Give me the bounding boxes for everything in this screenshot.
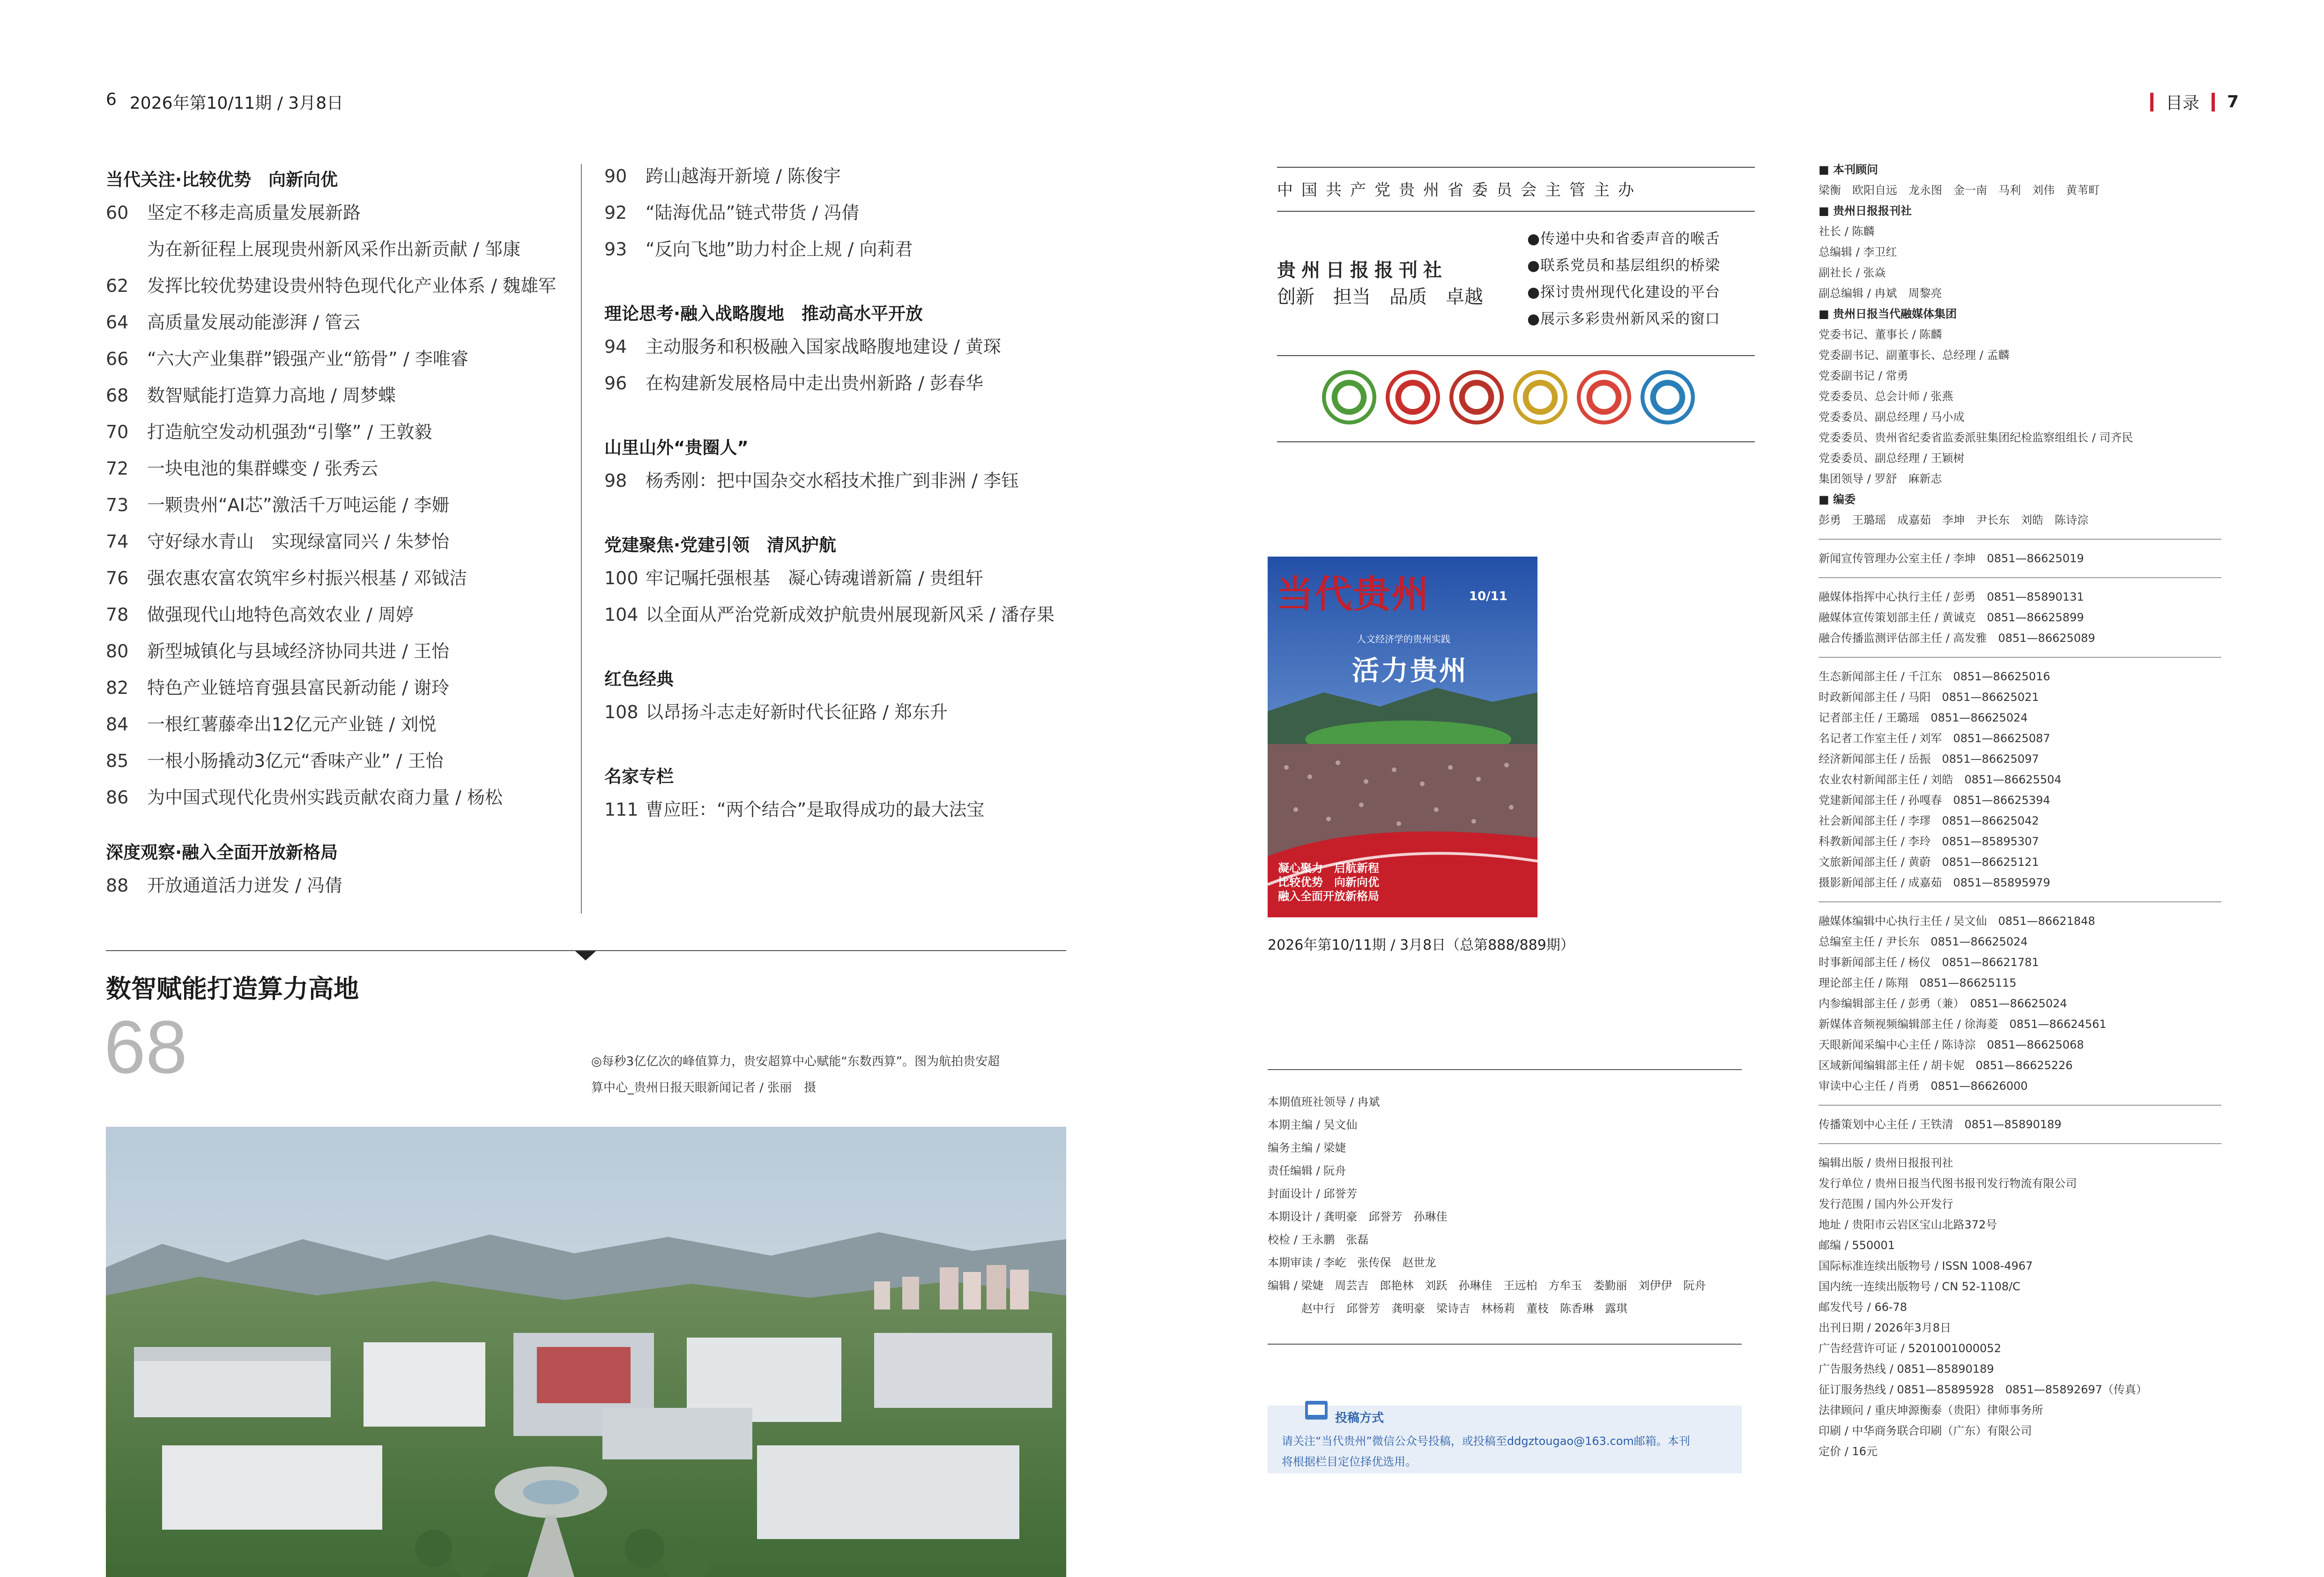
toc-entry-title: 特色产业链培育强县富民新动能 / 谢玲 <box>147 677 449 698</box>
toc-entry-title: “六大产业集群”锻强产业“筋骨” / 李唯睿 <box>147 349 468 369</box>
staff-entry: 生态新闻部主任 / 千江东 0851—86625016 <box>1819 670 2050 683</box>
staff-entry: 融合传播监测评估部主任 / 高发雅 0851—86625089 <box>1819 632 2095 645</box>
staff-entry: 邮编 / 550001 <box>1819 1239 1895 1252</box>
staff-entry: 法律顾问 / 重庆坤源衡泰（贵阳）律师事务所 <box>1819 1404 2043 1417</box>
staff-entry: 名记者工作室主任 / 刘军 0851—86625087 <box>1819 732 2050 745</box>
credit-line: 封面设计 / 邱誉芳 <box>1268 1187 1358 1200</box>
staff-entry: 国际标准连续出版物号 / ISSN 1008-4967 <box>1819 1259 2033 1272</box>
mail-icon <box>1305 1401 1328 1420</box>
staff-entry: 出刊日期 / 2026年3月8日 <box>1819 1321 1951 1334</box>
toc-entry <box>106 271 570 308</box>
staff-entry: 内参编辑部主任 / 彭勇（兼） 0851—86625024 <box>1819 997 2067 1010</box>
emblem-icon <box>1449 370 1504 424</box>
toc-page-number: 72 <box>106 458 129 479</box>
toc-entry-title: “反向飞地”助力村企上规 / 向莉君 <box>646 239 913 260</box>
toc-page-number: 96 <box>604 373 627 394</box>
caption-line: 算中心_贵州日报天眼新闻记者 / 张丽 摄 <box>591 1081 817 1095</box>
toc-section <box>604 296 1073 405</box>
submission-line: 请关注“当代贵州”微信公众号投稿，或投稿至ddgztougao@163.com邮箱。本刊 <box>1282 1435 1690 1448</box>
page-header-left <box>106 90 343 114</box>
staff-entry: 科教新闻部主任 / 李玲 0851—85895307 <box>1819 835 2039 848</box>
toc-entry <box>106 871 570 908</box>
staff-entry: 党建新闻部主任 / 孙嘎春 0851—86625394 <box>1819 794 2050 807</box>
toc-page-number: 104 <box>604 604 639 625</box>
toc-entry <box>604 332 1073 369</box>
left-page-number: 6 <box>106 90 117 109</box>
staff-entry: 印刷 / 中华商务联合印刷（广东）有限公司 <box>1819 1424 2032 1437</box>
toc-page-number: 88 <box>106 875 129 896</box>
staff-entry: 定价 / 16元 <box>1819 1445 1878 1458</box>
staff-entry: 地址 / 贵阳市云岩区宝山北路372号 <box>1819 1218 1997 1231</box>
submission-line: 将根据栏目定位择优选用。 <box>1282 1455 1417 1468</box>
feature-page-number: 68 <box>104 1005 187 1089</box>
issue-line: 2026年第10/11期 / 3月8日 <box>129 94 344 113</box>
toc-entry <box>106 198 570 235</box>
staff-entry: 广告服务热线 / 0851—85890189 <box>1819 1362 1994 1376</box>
toc-entry-title: 在构建新发展格局中走出贵州新路 / 彭春华 <box>646 373 983 394</box>
emblem-icon <box>1577 370 1631 424</box>
divider-pointer-icon <box>575 951 596 960</box>
toc-entry <box>106 454 570 491</box>
toc-entry-title: 一颗贵州“AI芯”激活千万吨运能 / 李姗 <box>147 495 450 515</box>
emblem-icon <box>1513 370 1567 424</box>
staff-entry: 党委委员、总会计师 / 张燕 <box>1819 390 1953 403</box>
cover-headline: 活力贵州 <box>1352 655 1469 686</box>
publisher-mottos <box>1527 226 1720 333</box>
toc-section-title: 理论思考·融入战略腹地 推动高水平开放 <box>604 304 923 324</box>
emblem-icon <box>1641 370 1695 424</box>
staff-entry: 记者部主任 / 王璐瑶 0851—86625024 <box>1819 711 2028 724</box>
staff-entry: 编辑出版 / 贵州日报报刊社 <box>1819 1156 1953 1169</box>
toc-section <box>604 759 1073 832</box>
staff-entry: 征订服务热线 / 0851—85895928 0851—85892697（传真） <box>1819 1383 2147 1396</box>
credits-top-rule <box>1268 1069 1742 1070</box>
credit-line: 校检 / 王永鹏 张磊 <box>1268 1233 1369 1246</box>
staff-entry: 区域新闻编辑部主任 / 胡卡妮 0851—86625226 <box>1819 1059 2073 1072</box>
toc-entry <box>604 198 1073 235</box>
toc-middle-column <box>604 162 1073 856</box>
toc-entry <box>604 466 1073 503</box>
toc-page-number: 86 <box>106 787 129 808</box>
toc-entry-title: 一根红薯藤牵出12亿元产业链 / 刘悦 <box>147 714 437 735</box>
toc-page-number: 73 <box>106 495 129 515</box>
toc-entry-title: 为中国式现代化贵州实践贡献农商力量 / 杨松 <box>147 787 503 808</box>
toc-entry-title: “陆海优品”链式带货 / 冯倩 <box>646 202 860 223</box>
staff-entry: 社会新闻部主任 / 李璆 0851—86625042 <box>1819 814 2039 827</box>
toc-page-number: 68 <box>106 385 129 406</box>
staff-entry: 总编辑 / 李卫红 <box>1819 245 1897 259</box>
credit-line: 本期主编 / 吴文仙 <box>1268 1118 1358 1131</box>
toc-page-number: 93 <box>604 239 627 260</box>
cover-lines <box>1278 861 1379 903</box>
page-header-right <box>2150 90 2239 114</box>
toc-section <box>604 430 1073 503</box>
publisher-motto: ●展示多彩贵州新风采的窗口 <box>1527 311 1721 327</box>
toc-entry-title: 发挥比较优势建设贵州特色现代化产业体系 / 魏雄军 <box>147 275 556 296</box>
publisher-top-line: 中国共产党贵州省委员会主管主办 <box>1277 181 1642 200</box>
toc-page-number: 78 <box>106 604 129 625</box>
submission-box <box>1268 1406 1742 1473</box>
credit-line: 本期设计 / 龚明豪 邱誉芳 孙琳佳 <box>1268 1210 1448 1223</box>
credit-line: 编辑 / 梁婕 周芸吉 郎艳林 刘跃 孙琳佳 王远柏 方牟玉 娄勤丽 刘伊伊 阮舟 <box>1268 1279 1706 1292</box>
credit-line: 本期值班社领导 / 冉斌 <box>1268 1095 1380 1108</box>
staff-entry: 总编室主任 / 尹长东 0851—86625024 <box>1819 935 2028 948</box>
toc-entry-title: 高质量发展动能澎湃 / 管云 <box>147 312 360 333</box>
publisher-motto: ●传递中央和省委声音的喉舌 <box>1527 231 1721 247</box>
toc-section <box>604 661 1073 734</box>
toc-entry-title: 曹应旺：“两个结合”是取得成功的最大法宝 <box>646 799 985 820</box>
toc-entry <box>106 491 570 527</box>
toc-section-title: 山里山外“贵圈人” <box>604 438 749 458</box>
toc-page-number: 85 <box>106 751 129 771</box>
cover-small-heading: 人文经济学的贵州实践 <box>1357 633 1450 645</box>
aerial-photo-illustration <box>106 1127 1066 1577</box>
toc-entry <box>604 369 1073 405</box>
staff-entry: 新闻宣传管理办公室主任 / 李坤 0851—86625019 <box>1819 552 2084 565</box>
staff-directory <box>1819 159 2221 1462</box>
toc-entry <box>106 673 570 710</box>
staff-divider <box>1819 1105 2221 1106</box>
accent-bar <box>2212 93 2215 112</box>
staff-entry: 融媒体编辑中心执行主任 / 吴文仙 0851—86621848 <box>1819 915 2095 928</box>
cover-line: 比较优势 向新向优 <box>1278 876 1379 889</box>
publisher-slogan: 创新 担当 品质 卓越 <box>1277 286 1483 308</box>
publisher-motto: ●探讨贵州现代化建设的平台 <box>1527 284 1721 301</box>
staff-divider <box>1819 577 2221 578</box>
cover-masthead: 当代贵州 <box>1276 572 1430 616</box>
toc-entry-title: 打造航空发动机强劲“引擎” / 王敦毅 <box>147 422 432 442</box>
staff-entry: 副总编辑 / 冉斌 周黎亮 <box>1819 287 1942 300</box>
toc-page-number: 60 <box>106 202 129 223</box>
staff-entry: 农业农村新闻部主任 / 刘皓 0851—86625504 <box>1819 773 2062 786</box>
toc-page-number: 62 <box>106 275 129 296</box>
toc-page-number: 98 <box>604 470 627 491</box>
toc-entry <box>106 235 570 271</box>
publisher-rule <box>1277 211 1755 212</box>
right-page-number: 7 <box>2227 92 2239 112</box>
staff-entry: 广告经营许可证 / 5201001000052 <box>1819 1342 2001 1355</box>
staff-entry: 发行范围 / 国内外公开发行 <box>1819 1198 1953 1211</box>
toc-page-number: 66 <box>106 349 129 369</box>
toc-entry <box>106 527 570 564</box>
toc-entry <box>106 710 570 746</box>
credit-line: 责任编辑 / 阮舟 <box>1268 1164 1346 1177</box>
toc-entry <box>106 381 570 417</box>
toc-entry-title: 为在新征程上展现贵州新风采作出新贡献 / 邹康 <box>147 239 520 260</box>
toc-section-title: 深度观察·融入全面开放新格局 <box>106 842 338 863</box>
toc-entry-title: 坚定不移走高质量发展新路 <box>147 202 361 223</box>
toc-entry <box>106 417 570 454</box>
publisher-rule <box>1277 355 1755 356</box>
staff-entry: 融媒体指挥中心执行主任 / 彭勇 0851—85890131 <box>1819 590 2084 603</box>
staff-entry: 国内统一连续出版物号 / CN 52-1108/C <box>1819 1280 2020 1293</box>
toc-page-number: 111 <box>604 799 639 820</box>
staff-entry: 副社长 / 张焱 <box>1819 266 1886 279</box>
staff-entry: 时政新闻部主任 / 马阳 0851—86625021 <box>1819 691 2039 704</box>
toc-section <box>106 162 570 819</box>
credit-line: 编务主编 / 梁婕 <box>1268 1141 1346 1154</box>
toc-entry <box>106 564 570 600</box>
toc-entry <box>106 637 570 673</box>
staff-divider <box>1819 1143 2221 1144</box>
toc-entry <box>604 162 1073 198</box>
issue-credits <box>1268 1091 1706 1320</box>
toc-entry <box>604 564 1073 600</box>
toc-entry-title: 一根小肠撬动3亿元“香味产业” / 王怡 <box>147 751 444 771</box>
credits-bottom-rule <box>1268 1344 1742 1345</box>
toc-entry-title: 开放通道活力迸发 / 冯倩 <box>147 875 342 896</box>
toc-page-number: 80 <box>106 641 129 662</box>
staff-entry: 时事新闻部主任 / 杨仪 0851—86621781 <box>1819 956 2039 969</box>
feature-caption <box>591 1049 1000 1101</box>
aerial-photo <box>106 1127 1066 1577</box>
staff-entry: 党委委员、副总经理 / 马小成 <box>1819 410 1965 424</box>
staff-entry: 融媒体宣传策划部主任 / 黄诚克 0851—86625899 <box>1819 611 2084 624</box>
staff-section-heading: ■ 本刊顾问 <box>1819 163 1879 176</box>
toc-page-number: 76 <box>106 568 129 588</box>
credit-line: 本期审读 / 李屹 张传保 赵世龙 <box>1268 1256 1436 1269</box>
toc-section <box>604 162 1073 271</box>
publisher-motto: ●联系党员和基层组织的桥梁 <box>1527 257 1721 274</box>
emblem-icon <box>1386 370 1440 424</box>
staff-entry: 新媒体音频视频编辑部主任 / 徐海菱 0851—86624561 <box>1819 1018 2107 1031</box>
staff-entry: 发行单位 / 贵州日报当代图书报刊发行物流有限公司 <box>1819 1177 2077 1190</box>
toc-entry-title: 新型城镇化与县域经济协同共进 / 王怡 <box>147 641 449 662</box>
staff-entry: 经济新闻部主任 / 岳振 0851—86625097 <box>1819 752 2039 766</box>
toc-entry-title: 牢记嘱托强根基 凝心铸魂谱新篇 / 贵组轩 <box>646 568 983 588</box>
staff-entry: 彭勇 王璐瑶 成嘉茹 李坤 尹长东 刘皓 陈诗淙 <box>1819 513 2088 527</box>
toc-entry <box>106 344 570 381</box>
accent-bar <box>2150 93 2153 112</box>
toc-entry <box>106 746 570 783</box>
column-divider <box>581 164 582 914</box>
cover-caption: 2026年第10/11期 / 3月8日（总第888/889期） <box>1268 937 1574 953</box>
staff-entry: 文旅新闻部主任 / 黄蔚 0851—86625121 <box>1819 855 2039 869</box>
toc-entry-title: 一块电池的集群蝶变 / 张秀云 <box>147 458 378 479</box>
toc-page-number: 84 <box>106 714 129 735</box>
staff-entry: 理论部主任 / 陈翔 0851—86625115 <box>1819 976 2017 989</box>
toc-page-number: 94 <box>604 336 627 357</box>
toc-entry-title: 跨山越海开新境 / 陈俊宇 <box>646 166 841 186</box>
staff-entry: 党委副书记、副董事长、总经理 / 孟麟 <box>1819 349 2010 362</box>
toc-entry <box>106 783 570 819</box>
staff-entry: 摄影新闻部主任 / 成嘉茹 0851—85895979 <box>1819 876 2050 889</box>
toc-page-number: 82 <box>106 677 129 698</box>
toc-entry-title: 守好绿水青山 实现绿富同兴 / 朱梦怡 <box>147 531 449 552</box>
toc-entry-title: 以昂扬斗志走好新时代长征路 / 郑东升 <box>646 702 948 722</box>
staff-entry: 社长 / 陈麟 <box>1819 225 1875 238</box>
toc-section-title: 名家专栏 <box>604 766 674 787</box>
toc-entry-title: 数智赋能打造算力高地 / 周梦蝶 <box>147 385 396 406</box>
feature-title: 数智赋能打造算力高地 <box>106 974 359 1004</box>
cover-issue-badge: 10/11 <box>1469 589 1507 603</box>
staff-entry: 传播策划中心主任 / 王铁清 0851—85890189 <box>1819 1118 2062 1131</box>
toc-entry <box>604 235 1073 271</box>
staff-entry: 党委委员、贵州省纪委省监委派驻集团纪检监察组组长 / 司齐民 <box>1819 431 2133 444</box>
staff-entry: 审读中心主任 / 肖勇 0851—86626000 <box>1819 1079 2028 1093</box>
staff-entry: 党委委员、副总经理 / 王颖树 <box>1819 452 1965 465</box>
toc-page-number: 70 <box>106 422 129 442</box>
cover-line: 凝心聚力 启航新程 <box>1278 862 1379 875</box>
toc-entry-title: 做强现代山地特色高效农业 / 周婷 <box>147 604 414 625</box>
toc-section-title: 党建聚焦·党建引领 清风护航 <box>604 535 837 555</box>
toc-page-number: 74 <box>106 531 129 552</box>
publisher-top-rule <box>1277 167 1755 168</box>
staff-entry: 邮发代号 / 66-78 <box>1819 1301 1908 1314</box>
toc-entry-title: 杨秀刚：把中国杂交水稻技术推广到非洲 / 李钰 <box>646 470 1019 491</box>
toc-entry <box>106 308 570 344</box>
staff-divider <box>1819 657 2221 658</box>
credit-line: 赵中行 邱誉芳 龚明豪 梁诗吉 林杨莉 董枝 陈香琳 露琪 <box>1268 1302 1627 1315</box>
publisher-bottom-rule <box>1277 441 1755 442</box>
staff-divider <box>1819 539 2221 540</box>
toc-page-number: 108 <box>604 702 639 722</box>
toc-left-column <box>106 162 570 922</box>
submission-heading: 投稿方式 <box>1335 1411 1384 1425</box>
staff-section-heading: ■ 贵州日报当代融媒体集团 <box>1819 307 1957 320</box>
toc-entry <box>604 600 1073 637</box>
publisher-logos <box>1322 370 1704 424</box>
staff-section-heading: ■ 编委 <box>1819 493 1856 506</box>
toc-entry <box>604 795 1073 832</box>
toc-entry-title: 以全面从严治党新成效护航贵州展现新风采 / 潘存果 <box>646 604 1054 625</box>
emblem-icon <box>1322 370 1376 424</box>
staff-entry: 集团领导 / 罗舒 麻新志 <box>1819 472 1942 485</box>
staff-entry: 天眼新闻采编中心主任 / 陈诗淙 0851—86625068 <box>1819 1038 2084 1051</box>
magazine-cover <box>1268 557 1537 917</box>
toc-entry <box>106 600 570 637</box>
toc-label: 目录 <box>2166 94 2200 113</box>
staff-entry: 梁衡 欧阳自远 龙永图 金一南 马利 刘伟 黄苇町 <box>1819 184 2100 197</box>
staff-entry: 党委书记、董事长 / 陈麟 <box>1819 328 1942 341</box>
cover-line: 融入全面开放新格局 <box>1278 890 1379 903</box>
staff-section-heading: ■ 贵州日报报刊社 <box>1819 204 1912 217</box>
toc-section <box>106 834 570 908</box>
staff-divider <box>1819 901 2221 902</box>
toc-entry-title: 主动服务和积极融入国家战略腹地建设 / 黄琛 <box>646 336 1001 357</box>
toc-entry-title: 强农惠农富农筑牢乡村振兴根基 / 邓钺洁 <box>147 568 467 588</box>
toc-page-number: 100 <box>604 568 639 588</box>
toc-page-number: 64 <box>106 312 129 333</box>
toc-section <box>604 527 1073 637</box>
staff-entry: 党委副书记 / 常勇 <box>1819 369 1908 382</box>
publisher-org: 贵州日报报刊社 <box>1277 260 1448 281</box>
toc-page-number: 90 <box>604 166 627 186</box>
toc-section-title: 当代关注·比较优势 向新向优 <box>106 170 338 190</box>
toc-page-number: 92 <box>604 202 627 223</box>
toc-section-title: 红色经典 <box>604 669 674 689</box>
caption-line: ◎每秒3亿亿次的峰值算力，贵安超算中心赋能“东数西算”。图为航拍贵安超 <box>591 1055 1000 1069</box>
toc-entry <box>604 698 1073 734</box>
